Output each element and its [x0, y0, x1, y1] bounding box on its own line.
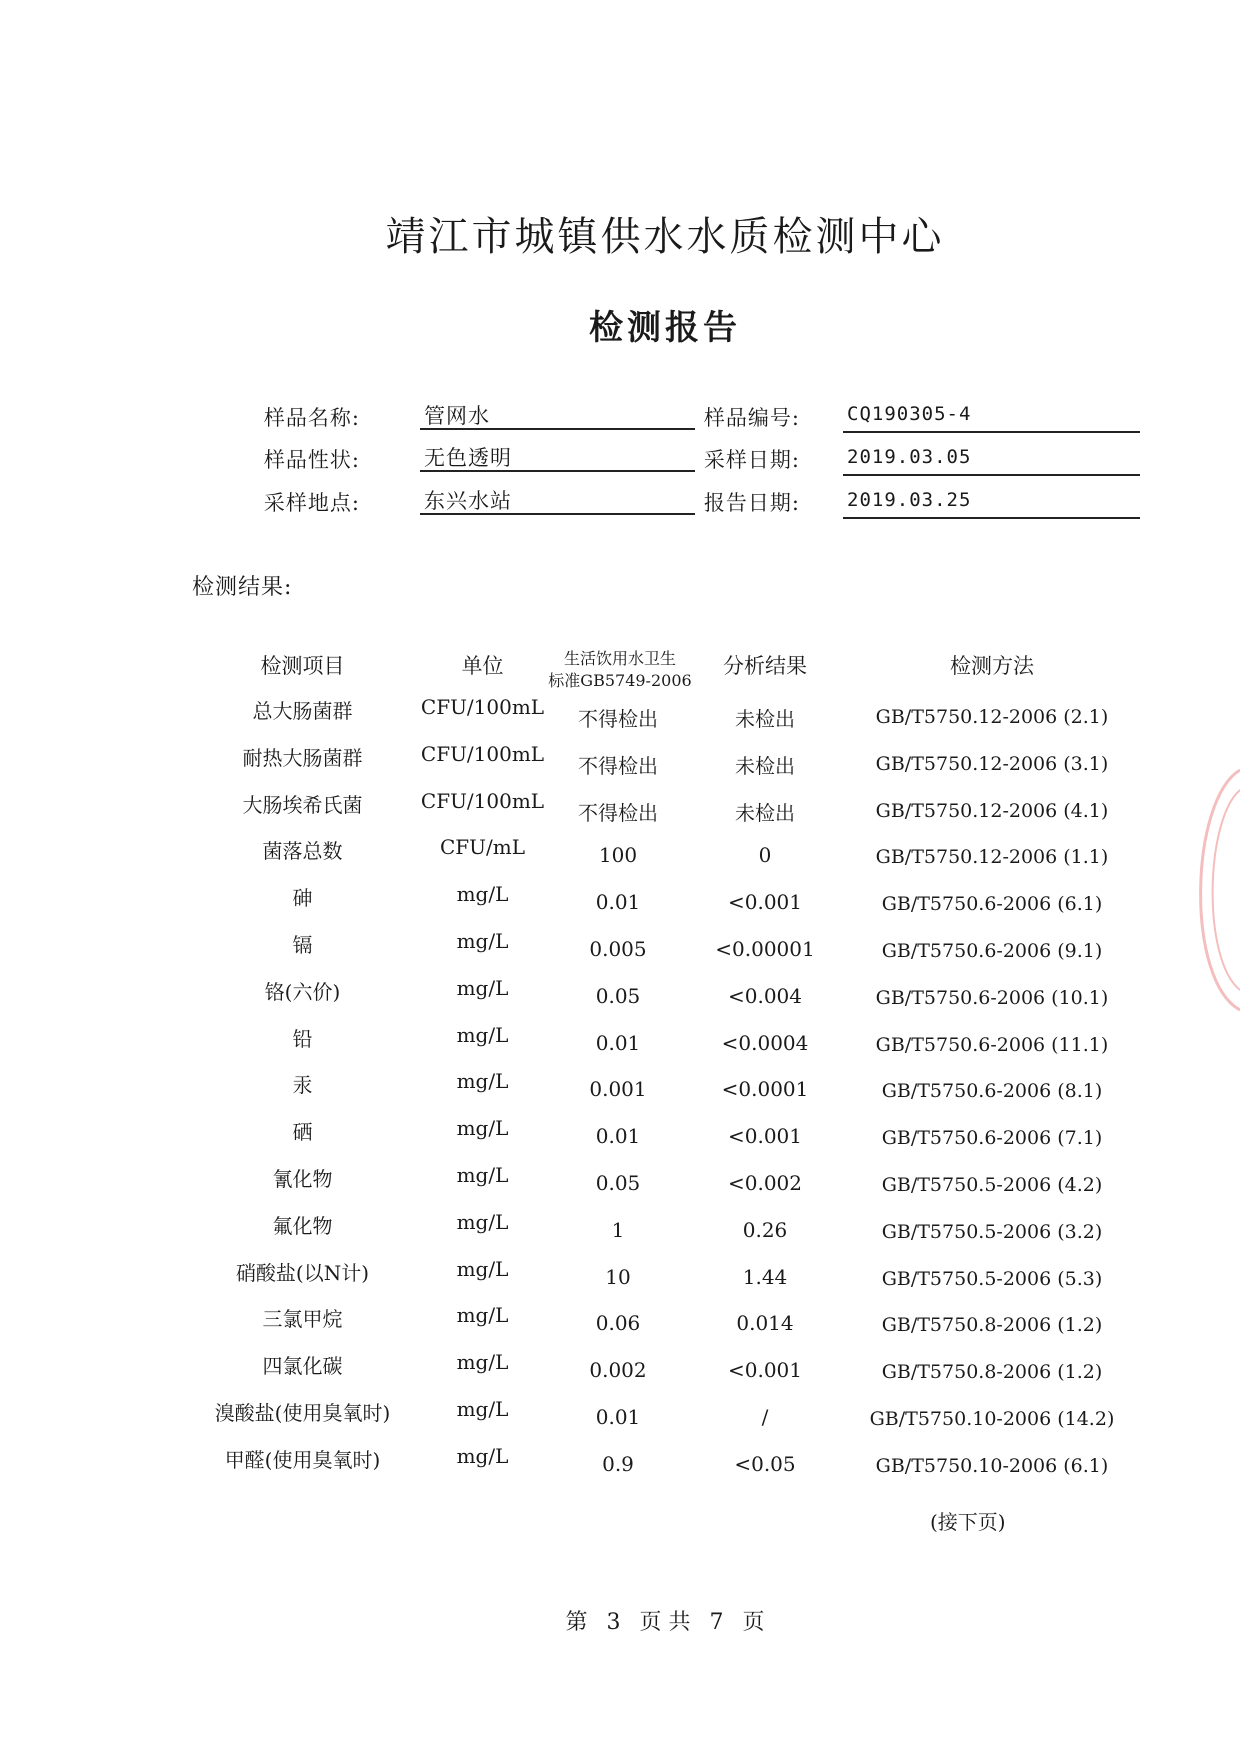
cell-method: GB/T5750.6-2006 (11.1)	[875, 1034, 1109, 1056]
table-row	[0, 1350, 1240, 1398]
table-row	[0, 742, 1240, 790]
cell-item: 硒	[292, 1120, 313, 1144]
cell-method: GB/T5750.8-2006 (1.2)	[881, 1361, 1103, 1383]
sample-no-label: 样品编号:	[703, 406, 800, 430]
table-row	[0, 929, 1240, 977]
cell-item: 硝酸盐(以N计)	[235, 1261, 370, 1285]
sampling-site-label: 采样地点:	[263, 491, 360, 515]
cell-result: <0.00001	[715, 937, 815, 961]
cell-standard: 1	[611, 1218, 625, 1242]
cell-standard: 0.9	[602, 1452, 634, 1476]
cell-method: GB/T5750.12-2006 (4.1)	[875, 800, 1109, 822]
table-row	[0, 835, 1240, 883]
sample-no-value: CQ190305-4	[843, 403, 1140, 433]
report-date-label: 报告日期:	[703, 491, 800, 515]
cell-result: 1.44	[742, 1265, 788, 1289]
cell-item: 耐热大肠菌群	[242, 746, 363, 770]
table-row	[0, 1444, 1240, 1492]
report-title: 检测报告	[589, 308, 741, 348]
cell-item: 菌落总数	[262, 839, 343, 863]
header-standard-line1: 生活饮用水卫生	[563, 649, 676, 668]
cell-method: GB/T5750.10-2006 (14.2)	[869, 1408, 1115, 1430]
cell-result: <0.001	[727, 1358, 802, 1382]
header-standard-line2: 标准GB5749-2006	[548, 671, 692, 690]
cell-item: 三氯甲烷	[262, 1307, 343, 1331]
table-row	[0, 789, 1240, 837]
cell-unit: mg/L	[456, 1444, 509, 1468]
cell-result: 0	[758, 843, 772, 867]
sampling-site-value: 东兴水站	[420, 485, 695, 515]
results-section-label: 检测结果:	[192, 575, 293, 600]
table-row	[0, 1069, 1240, 1117]
cell-item: 氰化物	[272, 1167, 333, 1191]
cell-method: GB/T5750.6-2006 (7.1)	[881, 1127, 1103, 1149]
cell-item: 砷	[292, 886, 313, 910]
cell-item: 汞	[292, 1073, 313, 1097]
cell-result: 0.014	[736, 1311, 794, 1335]
cell-unit: CFU/mL	[439, 835, 526, 859]
header-result: 分析结果	[723, 654, 807, 678]
cell-standard: 0.01	[595, 1405, 641, 1429]
table-row	[0, 1023, 1240, 1071]
table-row	[0, 1163, 1240, 1211]
table-row	[0, 976, 1240, 1024]
table-row	[0, 882, 1240, 930]
page-footer	[0, 1605, 1240, 1636]
sampling-date-value: 2019.03.05	[843, 446, 1140, 476]
cell-item: 总大肠菌群	[252, 699, 353, 723]
page-total: 7	[709, 1610, 724, 1635]
cell-standard: 不得检出	[578, 707, 658, 731]
cell-result: 未检出	[735, 801, 795, 825]
cell-unit: CFU/100mL	[420, 695, 545, 719]
table-row	[0, 1210, 1240, 1258]
cell-method: GB/T5750.6-2006 (6.1)	[881, 893, 1103, 915]
header-item: 检测项目	[260, 654, 345, 678]
cell-standard: 100	[598, 843, 638, 867]
cell-method: GB/T5750.10-2006 (6.1)	[875, 1455, 1109, 1477]
cell-unit: mg/L	[456, 1350, 509, 1374]
cell-unit: mg/L	[456, 1163, 509, 1187]
cell-method: GB/T5750.5-2006 (3.2)	[881, 1221, 1103, 1243]
cell-result: 未检出	[735, 707, 795, 731]
cell-method: GB/T5750.6-2006 (9.1)	[881, 940, 1103, 962]
cell-unit: CFU/100mL	[420, 789, 545, 813]
cell-standard: 0.005	[589, 937, 647, 961]
cell-unit: mg/L	[456, 929, 509, 953]
table-row	[0, 1303, 1240, 1351]
cell-unit: mg/L	[456, 1303, 509, 1327]
table-row	[0, 695, 1240, 743]
page-suffix: 页	[742, 1610, 765, 1635]
cell-item: 大肠埃希氏菌	[242, 793, 363, 817]
cell-standard: 10	[605, 1265, 631, 1289]
cell-method: GB/T5750.6-2006 (10.1)	[875, 987, 1109, 1009]
sample-state-label: 样品性状:	[263, 448, 360, 472]
cell-unit: mg/L	[456, 882, 509, 906]
cell-standard: 0.05	[595, 984, 641, 1008]
cell-result: <0.001	[727, 1124, 802, 1148]
cell-item: 甲醛(使用臭氧时)	[224, 1448, 381, 1472]
cell-unit: mg/L	[456, 976, 509, 1000]
cell-item: 四氯化碳	[262, 1354, 343, 1378]
cell-method: GB/T5750.12-2006 (3.1)	[875, 753, 1109, 775]
sampling-date-label: 采样日期:	[703, 448, 800, 472]
organization-title: 靖江市城镇供水水质检测中心	[385, 214, 945, 260]
cell-unit: CFU/100mL	[420, 742, 545, 766]
header-unit: 单位	[461, 654, 504, 678]
table-row	[0, 1397, 1240, 1445]
cell-result: <0.001	[727, 890, 802, 914]
table-row	[0, 1257, 1240, 1305]
cell-result: <0.0004	[721, 1031, 809, 1055]
table-row	[0, 1116, 1240, 1164]
cell-item: 铬(六价)	[264, 980, 341, 1004]
cell-unit: mg/L	[456, 1069, 509, 1093]
cell-unit: mg/L	[456, 1210, 509, 1234]
sample-name-value: 管网水	[420, 400, 695, 430]
cell-result: <0.05	[734, 1452, 796, 1476]
page-mid: 页 共	[639, 1610, 691, 1635]
cell-method: GB/T5750.12-2006 (2.1)	[875, 706, 1109, 728]
cell-standard: 0.01	[595, 1124, 641, 1148]
cell-standard: 0.06	[595, 1311, 641, 1335]
cell-method: GB/T5750.6-2006 (8.1)	[881, 1080, 1103, 1102]
cell-result: <0.0001	[721, 1077, 809, 1101]
cell-standard: 0.01	[595, 890, 641, 914]
cell-item: 铅	[292, 1027, 313, 1051]
page-prefix: 第	[565, 1610, 588, 1635]
cell-method: GB/T5750.12-2006 (1.1)	[875, 846, 1109, 868]
cell-method: GB/T5750.5-2006 (5.3)	[881, 1268, 1103, 1290]
cell-unit: mg/L	[456, 1257, 509, 1281]
page-number: 3	[606, 1610, 621, 1635]
cell-unit: mg/L	[456, 1023, 509, 1047]
cell-method: GB/T5750.8-2006 (1.2)	[881, 1314, 1103, 1336]
sample-state-value: 无色透明	[420, 442, 695, 472]
cell-standard: 不得检出	[578, 754, 658, 778]
continued-note: (接下页)	[930, 1510, 1006, 1534]
cell-standard: 不得检出	[578, 801, 658, 825]
cell-item: 镉	[292, 933, 313, 957]
cell-result: 0.26	[742, 1218, 788, 1242]
red-seal-stamp	[1180, 760, 1240, 1020]
cell-unit: mg/L	[456, 1116, 509, 1140]
cell-result: 未检出	[735, 754, 795, 778]
cell-item: 氟化物	[272, 1214, 333, 1238]
cell-result: <0.002	[727, 1171, 802, 1195]
cell-result: /	[761, 1405, 769, 1429]
cell-standard: 0.001	[589, 1077, 647, 1101]
cell-unit: mg/L	[456, 1397, 509, 1421]
header-method: 检测方法	[950, 654, 1034, 678]
cell-standard: 0.01	[595, 1031, 641, 1055]
cell-standard: 0.002	[589, 1358, 647, 1382]
cell-result: <0.004	[727, 984, 802, 1008]
cell-method: GB/T5750.5-2006 (4.2)	[881, 1174, 1103, 1196]
header-standard	[540, 648, 700, 692]
report-date-value: 2019.03.25	[843, 489, 1140, 519]
cell-item: 溴酸盐(使用臭氧时)	[214, 1401, 391, 1425]
cell-standard: 0.05	[595, 1171, 641, 1195]
sample-name-label: 样品名称:	[263, 406, 360, 430]
